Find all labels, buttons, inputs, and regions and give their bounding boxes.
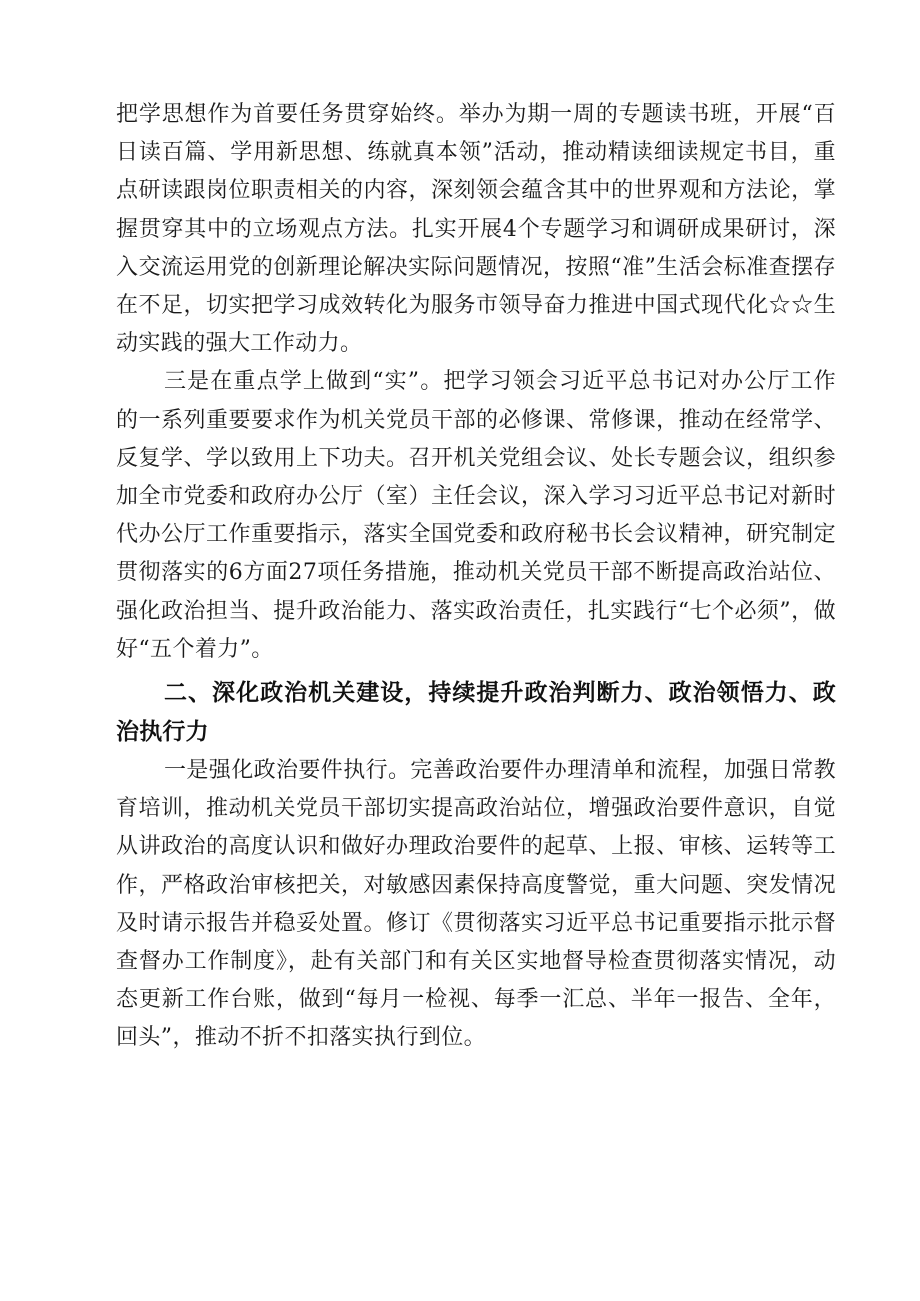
paragraph-continuation: 把学思想作为首要任务贯穿始终。举办为期一周的专题读书班，开展“百日读百篇、学用新思想、练就真本领”活动，推动精读细读规定书目，重点研读跟岗位职责相关的内容，深刻领会蕴含其中的世界观和方法论，掌握贯穿其中的立场观点方法。扎实开展4个专题学习和调研成果研讨，深入交流运用党的创新理论解决实际问题情况，按照“准”生活会标准查摆存在不足，切实把学习成效转化为服务市领导奋力推进中国式现代化☆☆生动实践的强大工作动力。 (116, 102, 836, 357)
paragraph-point-one: 一是强化政治要件执行。完善政治要件办理清单和流程，加强日常教育培训，推动机关党员干部切实提高政治站位，增强政治要件意识，自觉从讲政治的高度认识和做好办理政治要件的起草、上报、审核、运转等工作，严格政治审核把关，对敏感因素保持高度警觉，重大问题、突发情况及时请示报告并稳妥处置。修订《贯彻落实习近平总书记重要指示批示督查督办工作制度》，赴有关部门和有关区实地督导检查贯彻落实情况，动态更新工作台账，做到“每月一检视、每季一汇总、半年一报告、全年，回头”，推动不折不扣落实执行到位。 (116, 758, 837, 1051)
paragraph-point-three: 三是在重点学上做到“实”。把学习领会习近平总书记对办公厅工作的一系列重要要求作为机关党员干部的必修课、常修课，推动在经常学、反复学、学以致用上下功夫。召开机关党组会议、处长专题会议，组织参加全市党委和政府办公厅（室）主任会议，深入学习习近平总书记对新时代办公厅工作重要指示，落实全国党委和政府秘书长会议精神，研究制定贯彻落实的6方面27项任务措施，推动机关党员干部不断提高政治站位、强化政治担当、提升政治能力、落实政治责任，扎实践行“七个必须”，做好“五个着力”。 (116, 369, 836, 662)
document-body (116, 96, 836, 1058)
section-heading: 二、深化政治机关建设，持续提升政治判断力、政治领悟力、政治执行力 (116, 680, 836, 746)
